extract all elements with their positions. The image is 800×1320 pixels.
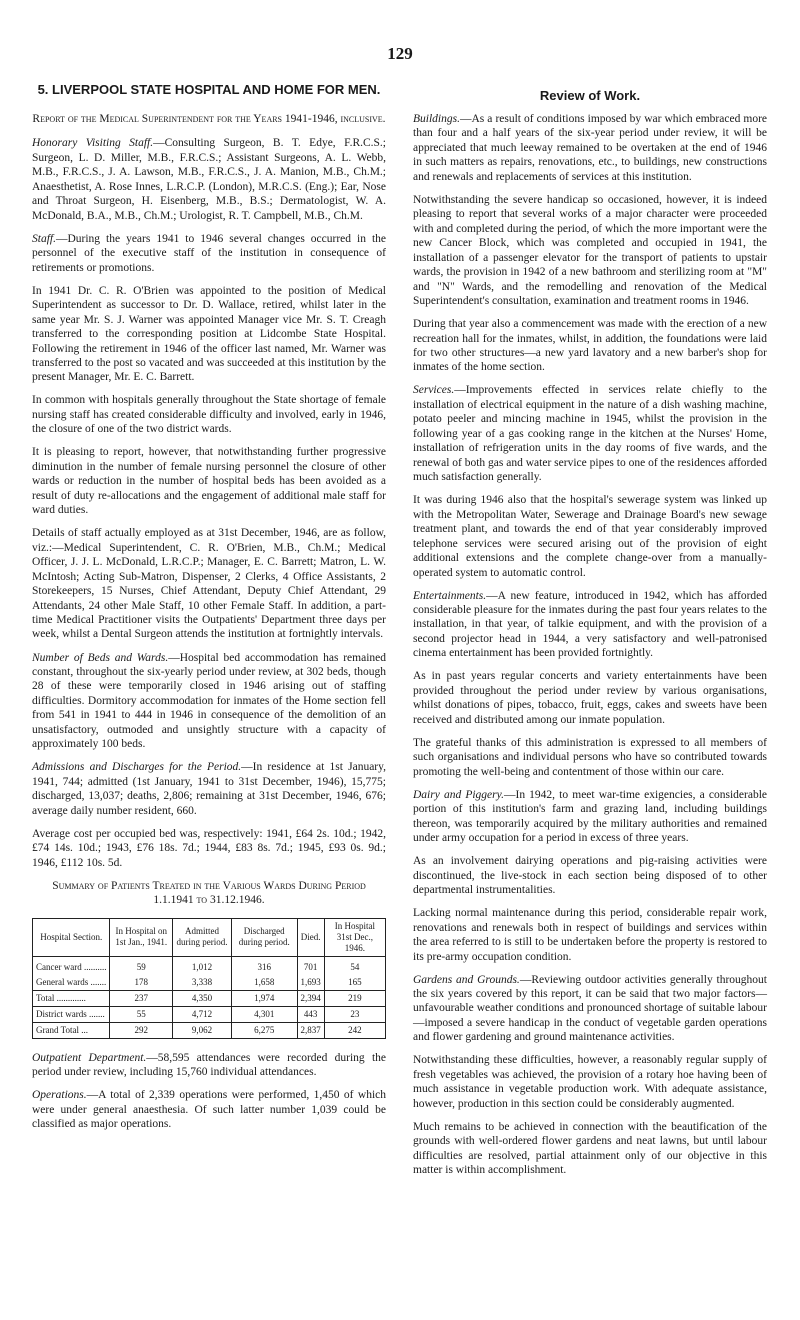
paragraph-gardens xyxy=(413,973,767,1045)
table-cell: Cancer ward .......... xyxy=(33,960,110,975)
paragraph-staff-details: Details of staff actually employed as at 31st December, 1946, are as follow, viz.:—Medical Superintendent, C. R. O'Brien, M.B., Ch.M.; Medical Officer, J. J. L. McDonald, L.R.C.P.; Manager, E. C. Barrett; Matron, L. W. McIntosh; Acting Sub-Matron, Dispenser, 2 Clerks, 4 Office Assistants, 2 Storekeepers, 15 Nurses, Chief Attendant, Deputy Chief Attendant, 29 Attendants, 24 other Male Staff, 10 other Female Staff. In addition, a part-time Medical Practitioner visits the Outpatients' Department three days per week, whilst a Dental Surgeon attends the institution at fortnightly intervals. xyxy=(32,527,386,641)
table-cell: 242 xyxy=(324,1022,385,1038)
table-cell: 2,837 xyxy=(297,1022,324,1038)
paragraph-outpatient xyxy=(32,1051,386,1080)
text-services: —Improvements effected in services relate chiefly to the installation of electrical equipment in the nature of a dish washing machine, potato peeler and mincing machine in 1945, whilst the provision in the following year of a gas cooking range in the kitchen at the Nurses' Home, installation of refrigeration units in the day rooms of five wards, and the renewal of both gas and water service pipes to one of the residences afforded much satisfaction generally. xyxy=(413,384,767,484)
table-row xyxy=(33,960,386,975)
paragraph-entertainments xyxy=(413,589,767,661)
table-cell: 4,712 xyxy=(173,1006,232,1022)
col-header-admitted: Admitted during period. xyxy=(173,918,232,956)
table-cell: Grand Total ... xyxy=(33,1022,110,1038)
review-heading: Review of Work. xyxy=(539,88,641,103)
section-heading: 5. LIVERPOOL STATE HOSPITAL AND HOME FOR MEN. xyxy=(37,82,381,97)
right-column xyxy=(413,88,767,1186)
table-cell: 6,275 xyxy=(231,1022,297,1038)
table-cell: 54 xyxy=(324,960,385,975)
table-cell: 3,338 xyxy=(173,975,232,991)
paragraph-maintenance: Lacking normal maintenance during this period, considerable repair work, renovations and renewals both in respect of buildings and services within the area referred to is still to be undertaken before the property is restored to its pre-army occupation condition. xyxy=(413,907,767,963)
paragraph-ward-closures: It is pleasing to report, however, that notwithstanding further progressive diminution in the number of female nursing personnel the closure of other wards or reduction in the number of hospital beds has been avoided as a result of duty re-allocations and the engagement of additional male staff for ward duties. xyxy=(32,446,386,517)
table-cell: 316 xyxy=(231,960,297,975)
table-cell: 1,974 xyxy=(231,990,297,1006)
paragraph-operations xyxy=(32,1088,386,1131)
paragraph-honorary-staff xyxy=(32,136,386,223)
text-operations: —A total of 2,339 operations were performed, 1,450 of which were under general anaesthesia. Of such latter number 1,039 could be classified as major operations. xyxy=(32,1089,386,1130)
lead-buildings: Buildings. xyxy=(413,113,460,125)
table-cell: 59 xyxy=(110,960,173,975)
text-beds-wards: —Hospital bed accommodation has remained constant, throughout the six-yearly period under review, at 302 beds, though 28 of these were temporarily closed in 1946 arising out of staffing difficulties. Dormitory accommodation for inmates of the Home section fell from 541 in 1941 to 444 in 1946 in consequence of the demolition of an unsatisfactory, outmoded and unsightly structure with a capacity of approximately 100 beds. xyxy=(32,651,387,751)
paragraph-concerts: As in past years regular concerts and variety entertainments have been provided throughout the period under review by various organisations, whilst donations of pipes, tobacco, fruit, eggs, cakes and sweets have been received and distributed among our inmate population. xyxy=(413,670,767,726)
paragraph-sewerage: It was during 1946 also that the hospital's sewerage system was linked up with the Metropolitan Water, Sewerage and Drainage Board's new sewage treatment plant, and towards the end of that year considerably improved telephone services were secured arising out of the provision of eight additional extensions and the complete change-over from a manually-operated system to automatic control. xyxy=(413,494,767,579)
table-cell: District wards ....... xyxy=(33,1006,110,1022)
table-cell: Total ............. xyxy=(33,990,110,1006)
col-header-died: Died. xyxy=(297,918,324,956)
table-row xyxy=(33,1022,386,1038)
table-cell: 165 xyxy=(324,975,385,991)
paragraph-appointments: In 1941 Dr. C. R. O'Brien was appointed to the position of Medical Superintendent as successor to Dr. D. Wallace, retired, whilst later in the same year Mr. S. J. Warner was appointed Manager vice Mr. S. T. Creagh transferred to the corresponding position at Lidcombe State Hospital. Following the retirement in 1946 of the officer last named, Mr. Warner was transferred to the post so vacated and was succeeded at this institution by the present Manager, Mr. E. C. Barrett. xyxy=(32,284,386,384)
table-cell: 292 xyxy=(110,1022,173,1038)
text-buildings: —As a result of conditions imposed by war which embraced more than four and a half years of the six-year period under review, it will be appreciated that much leeway remained to be overtaken at the end of 1946 in such matters as repairs, renovations, etc., to buildings, new constructions and renewals and replacements of services at this institution. xyxy=(413,113,767,183)
text-entertainments: —A new feature, introduced in 1942, which has afforded considerable pleasure for the inmates during the past four years relates to the installation, in that year, of talkie equipment, and with the provision of a second projector head in 1944, a very satisfactory and well-patronised cinema entertainment has been provided fortnightly. xyxy=(413,589,767,660)
text-gardens: —Reviewing outdoor activities generally throughout the six years covered by this report, it can be said that two major factors—unfavourable weather conditions and pronounced shortage of suitable labour—imposed a severe handicap in the conduct of vegetable garden operations and flower gardening and ground maintenance activities. xyxy=(413,973,767,1044)
table-cell: 1,693 xyxy=(297,975,324,991)
paragraph-beds-wards xyxy=(32,651,386,752)
paragraph-buildings xyxy=(413,112,767,184)
col-header-section: Hospital Section. xyxy=(33,918,110,956)
page-number: 129 xyxy=(387,44,413,63)
table-cell: 55 xyxy=(110,1006,173,1022)
table-cell: 1,658 xyxy=(231,975,297,991)
paragraph-average-cost: Average cost per occupied bed was, respectively: 1941, £64 2s. 10d.; 1942, £74 14s. 10d.; 1943, £76 18s. 7d.; 1944, £83 8s. 7d.; 1945, £93 0s. 9d.; 1946, £112 10s. 5d. xyxy=(32,827,386,869)
table-row xyxy=(33,1006,386,1022)
paragraph-beautification: Much remains to be achieved in connection with the beautification of the grounds with well-ordered flower gardens and neat lawns, but until labour difficulties are resolved, partial attainment only of our objective in this matter is within accomplishment. xyxy=(413,1120,767,1177)
paragraph-recreation-hall: During that year also a commencement was made with the erection of a new recreation hall for the inmates, whilst, in addition, the foundations were laid for two other structures—a new yard lavatory and a new barber's shop for inmates of the home section. xyxy=(413,318,767,374)
paragraph-major-works: Notwithstanding the severe handicap so occasioned, however, it is indeed pleasing to report that several works of a major character were proceeded with and completed during the period, of which the more important were the new Cancer Block, which was completed and occupied in 1941, the installation of a passenger elevator for the transport of patients to upstair wards, the provision in 1942 of a new bathroom and sterilizing room at "M" and "N" Wards, and the remodelling and renovation of the Medical Superintendent's consultation, examination and treatment rooms in 1946. xyxy=(413,193,767,308)
paragraph-services xyxy=(413,383,767,484)
summary-table xyxy=(32,918,386,1039)
lead-staff: Staff. xyxy=(32,232,56,245)
col-header-discharged: Discharged during period. xyxy=(231,918,297,956)
table-cell: 9,062 xyxy=(173,1022,232,1038)
lead-entertainments: Entertainments. xyxy=(413,589,487,602)
text-outpatient: —58,595 attendances were recorded during the period under review, including 15,760 individual attendances. xyxy=(32,1051,386,1078)
paragraph-admissions xyxy=(32,760,386,818)
table-cell: 1,012 xyxy=(173,960,232,975)
report-title: Report of the Medical Superintendent for the Years 1941-1946, inclusive. xyxy=(32,113,386,125)
lead-beds-wards: Number of Beds and Wards. xyxy=(32,651,169,664)
table-caption: Summary of Patients Treated in the Various Wards During Period 1.1.1941 to 31.12.1946. xyxy=(52,879,366,907)
text-honorary-staff: —Consulting Surgeon, B. T. Edye, F.R.C.S.; Surgeon, L. D. Miller, M.B., F.R.C.S.; Assistant Surgeons, A. L. Webb, M.B., F.R.C.S., J. A. Lawson, M.B., F.R.C.S., J. A. Manion, M.B., Ch.M.; Anaesthetist, A. Rose Innes, L.R.C.P. (London), M.R.C.S. (Eng.); Ear, Nose and Throat Surgeon, H. Eisenberg, M.B., B.S.; Dermatologist, W. A. McDonald, B.A., M.B., Ch.M.; Urologist, R. T. Campbell, M.B., Ch.M. xyxy=(32,137,387,222)
text-staff: —During the years 1941 to 1946 several changes occurred in the personnel of the executive staff of the institution in consequence of retirements or promotions. xyxy=(32,232,386,274)
table-cell: 701 xyxy=(297,960,324,975)
table-row xyxy=(33,975,386,991)
table-cell: 2,394 xyxy=(297,990,324,1006)
col-header-in-hospital-start: In Hospital on 1st Jan., 1941. xyxy=(110,918,173,956)
paragraph-livestock: As an involvement dairying operations and pig-raising activities were discontinued, the live-stock in each section being disposed of to other departmental instrumentalities. xyxy=(413,855,767,897)
paragraph-thanks: The grateful thanks of this administration is expressed to all members of such organisations and individual persons who have so contributed towards promoting the well-being and contentment of those within our care. xyxy=(413,736,767,778)
text-dairy: —In 1942, to meet war-time exigencies, a considerable portion of this institution's farm and grazing land, including buildings thereon, was temporarily acquired by the military authorities and remained under army occupation for a period in excess of three years. xyxy=(413,788,767,845)
table-cell: 23 xyxy=(324,1006,385,1022)
lead-operations: Operations. xyxy=(32,1089,87,1102)
col-header-in-hospital-end: In Hospital 31st Dec., 1946. xyxy=(324,918,385,956)
lead-services: Services. xyxy=(413,384,455,397)
table-cell: 443 xyxy=(297,1006,324,1022)
table-cell: 4,301 xyxy=(231,1006,297,1022)
lead-admissions: Admissions and Discharges for the Period. xyxy=(32,761,242,774)
lead-honorary-staff: Honorary Visiting Staff. xyxy=(32,137,154,150)
paragraph-nursing-shortage: In common with hospitals generally throughout the State shortage of female nursing staff has created considerable difficulty and involved, early in 1946, the closure of one of the two district wards. xyxy=(32,394,386,436)
paragraph-vegetables: Notwithstanding these difficulties, however, a reasonably regular supply of fresh vegetables was achieved, the provision of a rotary hoe having been of much assistance in vegetable production work. With adequate assistance, however, production in this section could be considerably augmented. xyxy=(413,1054,767,1110)
table-cell: 4,350 xyxy=(173,990,232,1006)
table-cell: 219 xyxy=(324,990,385,1006)
lead-gardens: Gardens and Grounds. xyxy=(413,973,520,986)
text-admissions: —In residence at 1st January, 1941, 744; admitted (1st January, 1941 to 31st December, 1946), 15,775; discharged, 13,037; deaths, 2,806; remaining at 31st December, 1946, 676; average daily number resident, 660. xyxy=(32,761,387,817)
lead-dairy: Dairy and Piggery. xyxy=(413,788,504,801)
table-row xyxy=(33,990,386,1006)
table-cell: 178 xyxy=(110,975,173,991)
table-cell: 237 xyxy=(110,990,173,1006)
table-cell: General wards ....... xyxy=(33,975,110,991)
lead-outpatient: Outpatient Department. xyxy=(32,1051,147,1064)
paragraph-staff xyxy=(32,232,386,275)
left-column xyxy=(32,82,386,1140)
paragraph-dairy xyxy=(413,788,767,846)
table-header-row xyxy=(33,918,386,956)
